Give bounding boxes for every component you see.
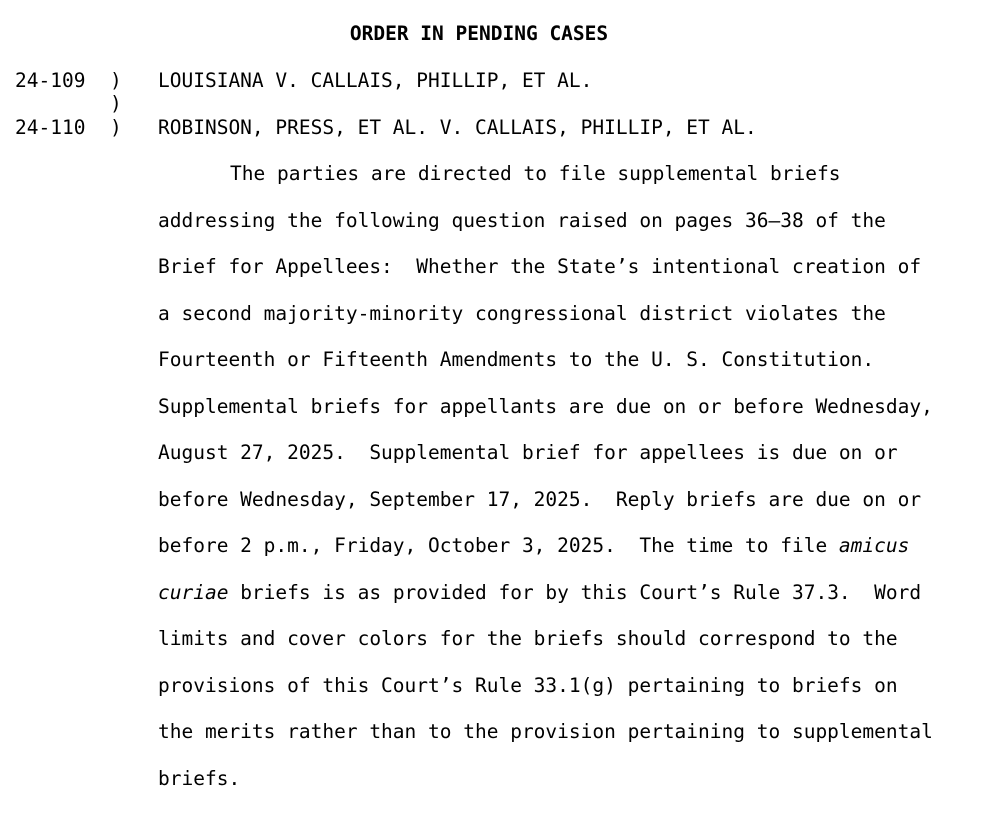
body-line-text: briefs is as provided for by this Court’s Rule 37.3. Word bbox=[228, 581, 921, 604]
body-line: Brief for Appellees: Whether the State’s intentional creation of bbox=[158, 255, 988, 302]
caption-bracket: ) bbox=[110, 92, 122, 116]
body-line: August 27, 2025. Supplemental brief for appellees is due on or bbox=[158, 441, 988, 488]
body-line: Fourteenth or Fifteenth Amendments to the U. S. Constitution. bbox=[158, 348, 988, 395]
body-line: provisions of this Court’s Rule 33.1(g) pertaining to briefs on bbox=[158, 674, 988, 721]
body-line: addressing the following question raised on pages 36–38 of the bbox=[158, 209, 988, 256]
body-line bbox=[158, 534, 988, 581]
italic-term: amicus bbox=[839, 534, 909, 557]
body-line: briefs. bbox=[158, 767, 988, 813]
body-line: Supplemental briefs for appellants are due on or before Wednesday, bbox=[158, 395, 988, 442]
caption-bracket: ) bbox=[110, 116, 122, 140]
body-line: limits and cover colors for the briefs should correspond to the bbox=[158, 627, 988, 674]
order-body bbox=[158, 162, 988, 813]
case-name: ROBINSON, PRESS, ET AL. V. CALLAIS, PHILLIP, ET AL. bbox=[158, 116, 757, 140]
body-line: before Wednesday, September 17, 2025. Reply briefs are due on or bbox=[158, 488, 988, 535]
body-line: The parties are directed to file supplemental briefs bbox=[158, 162, 988, 209]
body-line bbox=[158, 581, 988, 628]
body-line: the merits rather than to the provision pertaining to supplemental bbox=[158, 720, 988, 767]
body-line-text: before 2 p.m., Friday, October 3, 2025. The time to file bbox=[158, 534, 839, 557]
case-name: LOUISIANA V. CALLAIS, PHILLIP, ET AL. bbox=[158, 69, 592, 93]
docket-number: 24-110 bbox=[15, 116, 85, 140]
docket-number: 24-109 bbox=[15, 69, 85, 93]
body-line: a second majority-minority congressional district violates the bbox=[158, 302, 988, 349]
order-title: ORDER IN PENDING CASES bbox=[0, 22, 958, 46]
italic-term: curiae bbox=[158, 581, 228, 604]
caption-bracket: ) bbox=[110, 69, 122, 93]
